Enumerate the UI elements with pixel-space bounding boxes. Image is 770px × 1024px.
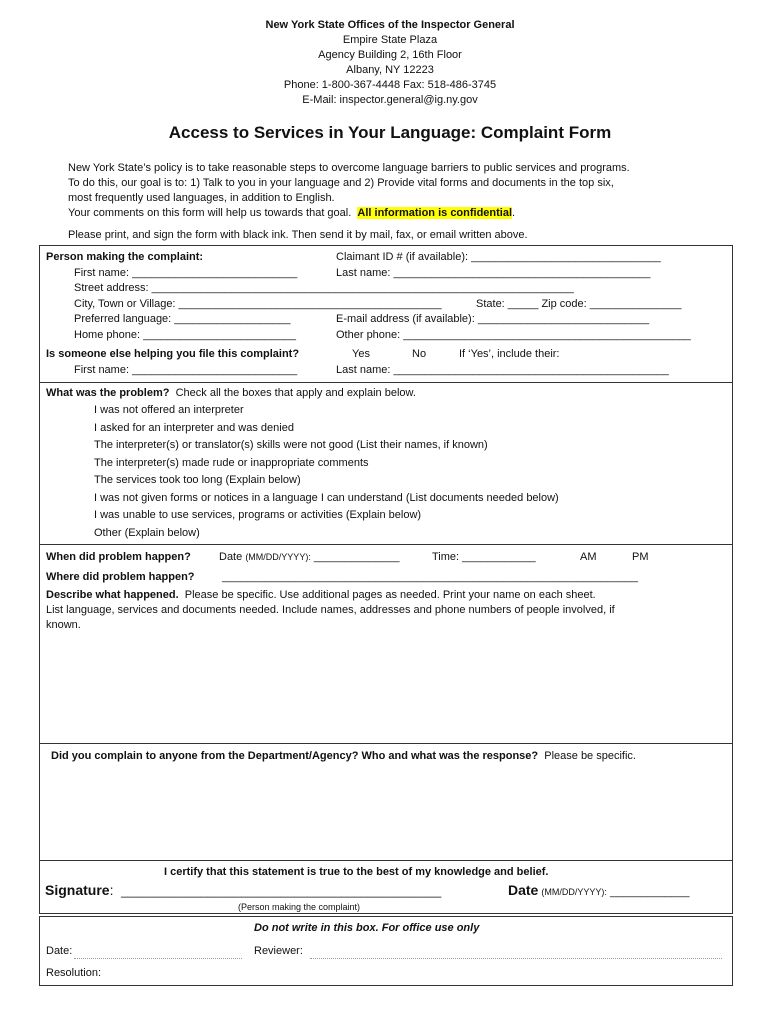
office-heading: Do not write in this box. For office use only	[254, 922, 480, 934]
divider	[39, 860, 733, 861]
helper-first-name-field[interactable]: First name: ___________________________	[74, 364, 298, 376]
office-resolution-label: Resolution:	[46, 967, 102, 979]
signature-date-field[interactable]	[508, 882, 690, 898]
helper-question: Is someone else helping you file this complaint?	[46, 348, 300, 360]
divider	[39, 743, 733, 744]
problem-prompt	[46, 387, 416, 399]
intro-line-3: most frequently used languages, in addition to English.	[68, 192, 335, 204]
helper-last-name-field[interactable]: Last name: _____________________________________________	[336, 364, 669, 376]
department-question: Did you complain to anyone from the Department/Agency? Who and what was the response?	[51, 750, 539, 762]
when-time-field[interactable]: Time: ____________	[432, 551, 536, 563]
problem-option-4[interactable]: The interpreter(s) made rude or inappropriate comments	[94, 457, 369, 469]
describe-prompt	[46, 589, 596, 601]
intro-paragraph	[68, 161, 630, 221]
signature-row	[45, 882, 113, 898]
address-line-1: Empire State Plaza	[342, 34, 438, 46]
if-yes-label: If ‘Yes’, include their:	[459, 348, 560, 360]
last-name-field[interactable]: Last name: __________________________________________	[336, 267, 651, 279]
problem-option-6[interactable]: I was not given forms or notices in a language I can understand (List documents needed below)	[94, 492, 559, 504]
where-field[interactable]: ____________________________________________________________________	[222, 571, 639, 583]
signature-field[interactable]: ________________________________________________	[121, 884, 442, 898]
when-date-line: ______________	[313, 551, 400, 563]
problem-option-8[interactable]: Other (Explain below)	[94, 527, 200, 539]
intro-line-2: To do this, our goal is to: 1) Talk to you in your language and 2) Provide vital forms and documents in the top six,	[68, 177, 614, 189]
problem-option-5[interactable]: The services took too long (Explain below)	[94, 474, 301, 486]
problem-heading: What was the problem?	[46, 387, 170, 399]
problem-option-7[interactable]: I was unable to use services, programs or activities (Explain below)	[94, 509, 422, 521]
certify-statement: I certify that this statement is true to the best of my knowledge and belief.	[164, 866, 549, 878]
divider	[39, 544, 733, 545]
describe-text-1: Please be specific. Use additional pages as needed. Print your name on each sheet.	[184, 589, 596, 601]
confidential-period: .	[512, 207, 516, 219]
signature-label: Signature	[45, 882, 110, 898]
first-name-field[interactable]: First name: ___________________________	[74, 267, 298, 279]
person-heading: Person making the complaint:	[46, 251, 204, 263]
form-title: Access to Services in Your Language: Complaint Form	[168, 123, 612, 142]
email-line: E-Mail: inspector.general@ig.ny.gov	[302, 94, 478, 106]
department-answer-area[interactable]	[44, 770, 728, 856]
describe-text-2: List language, services and documents needed. Include names, addresses and phone numbers of people involved, if	[46, 604, 615, 616]
office-reviewer-line	[310, 958, 722, 959]
address-line-3: Albany, NY 12223	[346, 64, 434, 76]
problem-option-3[interactable]: The interpreter(s) or translator(s) skills were not good (List their names, if known)	[94, 439, 488, 451]
am-option[interactable]: AM	[580, 551, 597, 563]
office-reviewer-label: Reviewer:	[254, 945, 303, 957]
home-phone-field[interactable]: Home phone: _________________________	[74, 329, 297, 341]
agency-name: New York State Offices of the Inspector General	[265, 19, 515, 31]
preferred-language-field[interactable]: Preferred language: ___________________	[74, 313, 291, 325]
when-heading: When did problem happen?	[46, 551, 191, 563]
intro-line-1: New York State’s policy is to take reasonable steps to overcome language barriers to public services and programs.	[68, 162, 630, 174]
print-instructions: Please print, and sign the form with black ink. Then send it by mail, fax, or email written above.	[68, 229, 528, 241]
when-date-format: (MM/DD/YYYY):	[245, 552, 311, 562]
office-date-label: Date:	[46, 945, 73, 957]
department-prompt	[51, 750, 636, 762]
helper-no-option[interactable]: No	[412, 348, 427, 360]
helper-yes-option[interactable]: Yes	[352, 348, 370, 360]
problem-instruction: Check all the boxes that apply and explain below.	[175, 387, 416, 399]
describe-answer-area[interactable]	[44, 636, 728, 740]
confidential-highlight: All information is confidential	[357, 207, 513, 219]
claimant-id-field[interactable]: Claimant ID # (if available): _______________________________	[336, 251, 661, 263]
when-date-field[interactable]	[219, 551, 400, 563]
street-address-field[interactable]: Street address: _____________________________________________________________________	[74, 282, 574, 294]
where-heading: Where did problem happen?	[46, 571, 195, 583]
describe-text-3: known.	[46, 619, 81, 631]
describe-heading: Describe what happened.	[46, 589, 179, 601]
office-date-line	[74, 958, 242, 959]
signature-date-format: (MM/DD/YYYY):	[541, 887, 607, 897]
problem-option-2[interactable]: I asked for an interpreter and was denied	[94, 422, 294, 434]
email-field[interactable]: E-mail address (if available): ____________________________	[336, 313, 650, 325]
intro-line-4: Your comments on this form will help us towards that goal.	[68, 207, 352, 219]
phone-fax-line: Phone: 1-800-367-4448 Fax: 518-486-3745	[283, 79, 497, 91]
city-field[interactable]: City, Town or Village: ___________________________________________	[74, 298, 442, 310]
signature-date-label: Date	[508, 882, 539, 898]
agency-header	[0, 18, 770, 108]
problem-option-1[interactable]: I was not offered an interpreter	[94, 404, 244, 416]
signature-colon: :	[109, 882, 114, 898]
state-zip-field[interactable]: State: _____ Zip code: _______________	[476, 298, 682, 310]
signature-date-line: _____________	[610, 886, 690, 898]
address-line-2: Agency Building 2, 16th Floor	[318, 49, 462, 61]
when-date-label: Date	[219, 551, 243, 563]
department-instruction: Please be specific.	[544, 750, 636, 762]
divider	[39, 382, 733, 383]
other-phone-field[interactable]: Other phone: _______________________________________________	[336, 329, 691, 341]
signature-caption: (Person making the complaint)	[238, 902, 361, 912]
pm-option[interactable]: PM	[632, 551, 649, 563]
